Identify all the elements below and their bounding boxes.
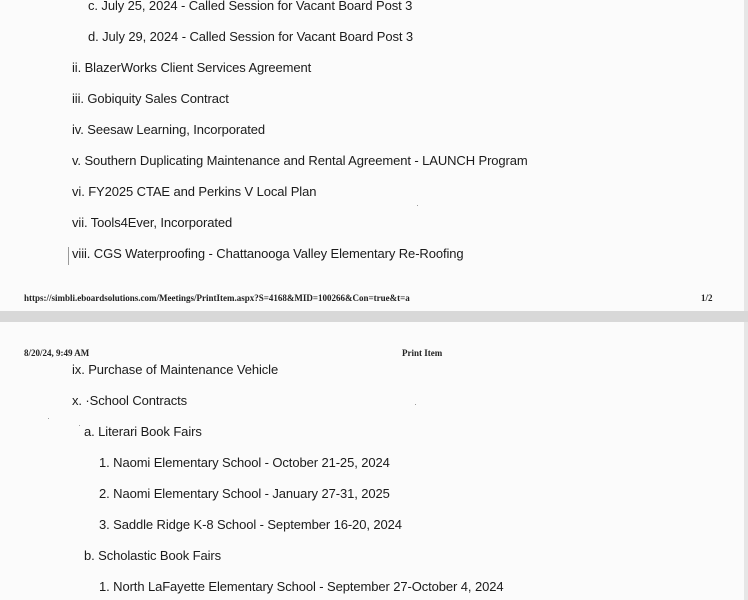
agenda-item-v: v. Southern Duplicating Maintenance and Rental Agreement - LAUNCH Program bbox=[72, 153, 528, 168]
footer-url: https://simbli.eboardsolutions.com/Meetings/PrintItem.aspx?S=4168&MID=100266&Con=true&t=a bbox=[24, 293, 410, 303]
agenda-item-d: d. July 29, 2024 - Called Session for Vacant Board Post 3 bbox=[88, 29, 414, 44]
agenda-subitem-a: a. Literari Book Fairs bbox=[84, 424, 202, 439]
agenda-subitem-b: b. Scholastic Book Fairs bbox=[84, 548, 222, 563]
scan-speck bbox=[48, 418, 49, 419]
agenda-subitem-a2: 2. Naomi Elementary School - January 27-31, 2025 bbox=[99, 486, 390, 501]
margin-rule bbox=[68, 247, 69, 265]
page-edge bbox=[744, 0, 748, 311]
agenda-item-ix: ix. Purchase of Maintenance Vehicle bbox=[72, 362, 279, 377]
agenda-item-c: c. July 25, 2024 - Called Session for Vacant Board Post 3 bbox=[88, 0, 413, 13]
agenda-subitem-a1: 1. Naomi Elementary School - October 21-25, 2024 bbox=[99, 455, 390, 470]
scan-speck bbox=[417, 205, 418, 206]
agenda-item-viii: viii. CGS Waterproofing - Chattanooga Valley Elementary Re-Roofing bbox=[72, 246, 464, 261]
scanned-page-2 bbox=[0, 322, 748, 600]
agenda-item-x: x. ·School Contracts bbox=[72, 393, 188, 408]
agenda-item-ii: ii. BlazerWorks Client Services Agreement bbox=[72, 60, 312, 75]
page-edge bbox=[744, 322, 748, 600]
footer-page-number: 1/2 bbox=[701, 293, 713, 303]
agenda-item-iii: iii. Gobiquity Sales Contract bbox=[72, 91, 229, 106]
scan-speck bbox=[79, 425, 80, 426]
agenda-item-vii: vii. Tools4Ever, Incorporated bbox=[72, 215, 233, 230]
agenda-subitem-a3: 3. Saddle Ridge K-8 School - September 16-20, 2024 bbox=[99, 517, 402, 532]
scan-speck bbox=[415, 404, 416, 405]
header-title: Print Item bbox=[402, 348, 443, 358]
agenda-subitem-b1: 1. North LaFayette Elementary School - September 27-October 4, 2024 bbox=[99, 579, 504, 594]
header-datetime: 8/20/24, 9:49 AM bbox=[24, 348, 90, 358]
agenda-item-vi: vi. FY2025 CTAE and Perkins V Local Plan bbox=[72, 184, 317, 199]
agenda-item-iv: iv. Seesaw Learning, Incorporated bbox=[72, 122, 266, 137]
